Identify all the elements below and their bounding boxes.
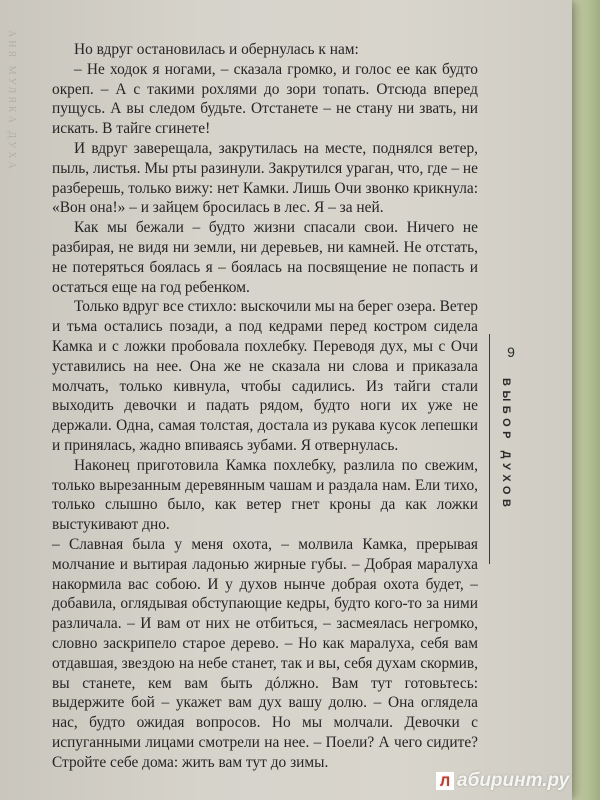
paragraph: – Не ходок я ногами, – сказала громко, и голос ее как будто окреп. – А с такими рохлями до зори топать. Отсюда вперед пущусь. А вы следом будьте. Отстанете – не стану ни звать, ни искать. В тайге сгинете! (52, 60, 478, 138)
page-number: 9 (507, 344, 515, 360)
paragraph: Наконец приготовила Камка похлебку, разлила по свежим, только вырезанным деревянным чашам и раздала нам. Ели тихо, только слышно было, как ветер гнет кроны да как ложки выстукивают дно. (52, 456, 478, 534)
paragraph: Но вдруг остановилась и обернулась к нам: (74, 41, 359, 58)
paragraph: Только вдруг все стихло: выскочили мы на берег озера. Ветер и тьма остались позади, а под кедрами перед костром сидела Камка и с ложки пробовала похлебку. Переводя дух, мы с Очи уставились на нее. Она же не сказала ни слова и приказала молчать, только кивнула, чтобы садились. Из тайги стали выходить девочки и падать рядом, будто ноги их уже не держали. Одна, самая толстая, достала из рукава кусок лепешки и принялась, жадно впиваясь зубами. Я отвернулась. (52, 298, 478, 454)
facing-page-bleed-text: АНЯ МУЛЯКА ДУХА (6, 30, 17, 172)
page-body-text (52, 40, 478, 772)
watermark-text: абиринт.ру (457, 770, 570, 791)
paragraph: Как мы бежали – будто жизни спасали свои. Ничего не разбирая, не видя ни земли, ни деревьев, ни камней. Не отстать, не потеряться боялась я – боялась на посвящение не попасть и остаться еще на год ребенком. (52, 219, 478, 296)
labirint-logo-icon: Л (436, 772, 454, 790)
paragraph: – Славная была у меня охота, – молвила Камка, прерывая молчание и вытирая ладонью жирные губы. – Добрая маралуха накормила вас собою. И у духов нынче добрая охота будет, – добавила, оглядывая обступающие кедры, будто кого-то за ними различала. – И вам от них не отбиться, – засмеялась негромко, словно заскрипело старое дерево. – Но как маралуха, себя вам отдавшая, звездою на небе станет, так и вы, себя духам скормив, вы станете, кем вам быть дóлжно. Вам тут готовьтесь: выдержите бой – укажет вам дух вашу долю. – Она оглядела нас, будто ожидая вопросов. Но мы молчали. Девочки с испуганными лицами смотрели на нее. – Поели? А чего сидите? Стройте себе дома: жить вам тут до зимы. (52, 535, 478, 771)
paragraph: И вдруг заверещала, закрутилась на месте, поднялся ветер, пыль, листья. Мы рты разинули. Закрутился ураган, что, где – не разберешь, только вижу: нет Камки. Лишь Очи звонко крикнула: «Вон она!» – и зайцем бросилась в лес. Я – за ней. (52, 139, 478, 217)
labirint-watermark (436, 770, 569, 792)
running-header-rule (489, 334, 490, 564)
chapter-title: ВЫБОР ДУХОВ (500, 378, 512, 512)
